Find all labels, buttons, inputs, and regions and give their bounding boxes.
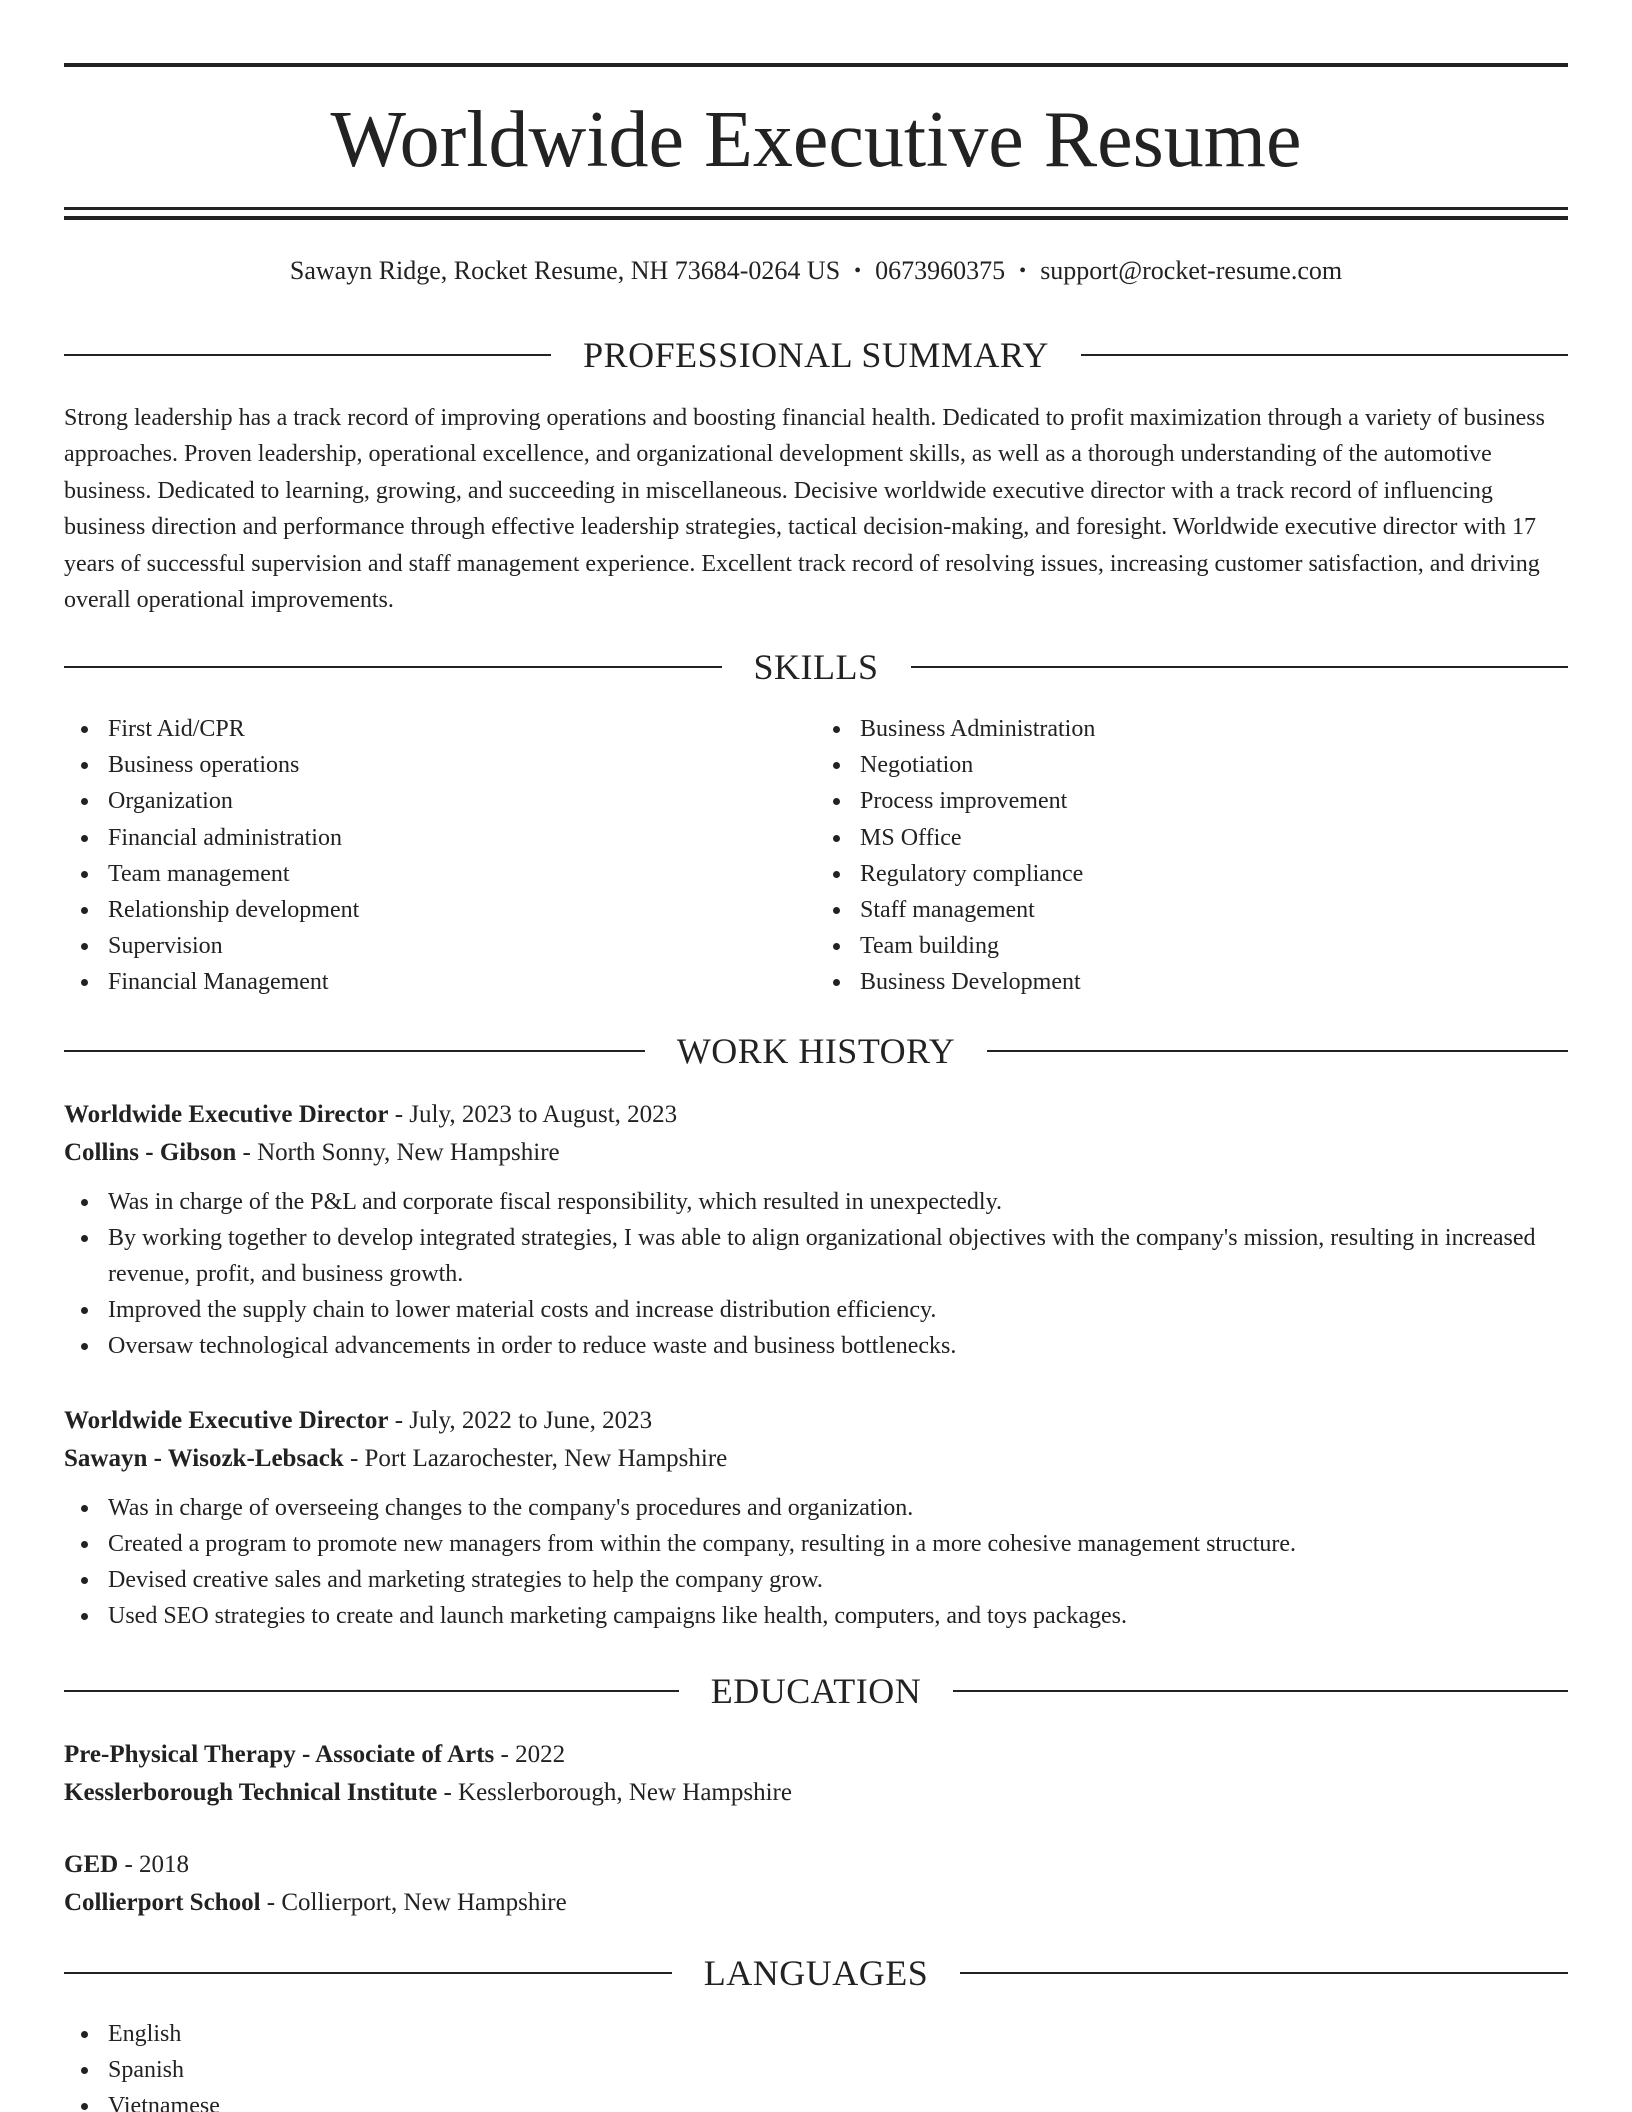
company-line — [64, 1440, 1568, 1478]
degree-year: - 2022 — [494, 1741, 566, 1768]
degree-year: - 2018 — [118, 1851, 190, 1878]
work-entry — [64, 1096, 1568, 1364]
job-title: Worldwide Executive Director — [64, 1407, 389, 1434]
company-location: - Port Lazarochester, New Hampshire — [343, 1445, 728, 1472]
skill-item: Supervision — [64, 928, 816, 964]
duty-item: Created a program to promote new managers from within the company, resulting in a more cohesive management structure. — [64, 1526, 1568, 1562]
heading-rule-left — [64, 1690, 679, 1692]
skill-item: MS Office — [816, 820, 1568, 856]
work-heading — [64, 1029, 1568, 1073]
company-line — [64, 1134, 1568, 1172]
work-entry — [64, 1402, 1568, 1634]
job-dates: - July, 2023 to August, 2023 — [388, 1101, 678, 1128]
job-title-line — [64, 1096, 1568, 1134]
skill-item: Relationship development — [64, 892, 816, 928]
skill-item: Team building — [816, 928, 1568, 964]
heading-rule-right — [953, 1690, 1568, 1692]
education-heading-label: EDUCATION — [710, 1671, 922, 1711]
company-name: Sawayn - Wisozk-Lebsack — [64, 1445, 344, 1472]
degree-line — [64, 1736, 1568, 1774]
degree-name: GED — [64, 1851, 119, 1878]
skills-heading-label: SKILLS — [753, 647, 879, 687]
degree-name: Pre-Physical Therapy - Associate of Arts — [64, 1741, 495, 1768]
heading-rule-left — [64, 1050, 645, 1052]
contact-separator: • — [854, 260, 862, 282]
language-item: Spanish — [64, 2052, 1568, 2088]
languages-heading — [64, 1951, 1568, 1995]
skill-item: Process improvement — [816, 783, 1568, 819]
language-item: English — [64, 2016, 1568, 2052]
job-title-line — [64, 1402, 1568, 1440]
duty-item: Was in charge of the P&L and corporate fiscal responsibility, which resulted in unexpectedly. — [64, 1184, 1568, 1220]
title-rule-lower — [64, 216, 1568, 220]
summary-heading-label: PROFESSIONAL SUMMARY — [583, 335, 1049, 375]
company-location: - North Sonny, New Hampshire — [236, 1139, 560, 1166]
skills-heading — [64, 645, 1568, 689]
school-name: Collierport School — [64, 1889, 261, 1916]
skill-item: Business Administration — [816, 711, 1568, 747]
duty-item: By working together to develop integrated strategies, I was able to align organizational objectives with the company's mission, resulting in increased revenue, profit, and business growth. — [64, 1220, 1568, 1292]
skill-item: Business operations — [64, 747, 816, 783]
contact-phone: 0673960375 — [875, 256, 1006, 285]
skills-column-left — [64, 711, 816, 1001]
heading-rule-right — [1081, 354, 1568, 356]
skill-item: Financial Management — [64, 964, 816, 1000]
summary-heading — [64, 333, 1568, 377]
school-location: - Kesslerborough, New Hampshire — [437, 1779, 792, 1806]
skills-column-right — [816, 711, 1568, 1001]
degree-line — [64, 1846, 1568, 1884]
duty-item: Devised creative sales and marketing strategies to help the company grow. — [64, 1562, 1568, 1598]
duty-item: Used SEO strategies to create and launch marketing campaigns like health, computers, and toys packages. — [64, 1598, 1568, 1634]
languages-heading-label: LANGUAGES — [703, 1953, 929, 1993]
contact-email: support@rocket-resume.com — [1040, 256, 1343, 285]
job-duties — [64, 1184, 1568, 1364]
title-rule-upper — [64, 207, 1568, 210]
job-duties — [64, 1490, 1568, 1634]
language-item: Vietnamese — [64, 2088, 1568, 2112]
heading-rule-left — [64, 354, 551, 356]
languages-list — [64, 2016, 1568, 2112]
skill-item: Regulatory compliance — [816, 856, 1568, 892]
school-line — [64, 1774, 1568, 1812]
job-title: Worldwide Executive Director — [64, 1101, 389, 1128]
school-location: - Collierport, New Hampshire — [260, 1889, 567, 1916]
heading-rule-right — [987, 1050, 1568, 1052]
duty-item: Oversaw technological advancements in order to reduce waste and business bottlenecks. — [64, 1328, 1568, 1364]
skill-item: Team management — [64, 856, 816, 892]
duty-item: Was in charge of overseeing changes to the company's procedures and organization. — [64, 1490, 1568, 1526]
duty-item: Improved the supply chain to lower material costs and increase distribution efficiency. — [64, 1292, 1568, 1328]
heading-rule-right — [960, 1972, 1568, 1974]
work-heading-label: WORK HISTORY — [676, 1031, 956, 1071]
heading-rule-right — [911, 666, 1569, 668]
school-name: Kesslerborough Technical Institute — [64, 1779, 438, 1806]
education-heading — [64, 1669, 1568, 1713]
education-entry — [64, 1736, 1568, 1812]
job-dates: - July, 2022 to June, 2023 — [388, 1407, 653, 1434]
heading-rule-left — [64, 1972, 672, 1974]
skills-list — [64, 711, 1568, 1001]
contact-address: Sawayn Ridge, Rocket Resume, NH 73684-0264 US — [289, 256, 841, 285]
contact-line — [64, 254, 1568, 288]
contact-separator: • — [1019, 260, 1027, 282]
education-entry — [64, 1846, 1568, 1922]
company-name: Collins - Gibson — [64, 1139, 237, 1166]
skill-item: Staff management — [816, 892, 1568, 928]
skill-item: Negotiation — [816, 747, 1568, 783]
skill-item: Organization — [64, 783, 816, 819]
skill-item: Financial administration — [64, 820, 816, 856]
heading-rule-left — [64, 666, 722, 668]
school-line — [64, 1884, 1568, 1922]
top-rule — [64, 63, 1568, 67]
skill-item: First Aid/CPR — [64, 711, 816, 747]
resume-title: Worldwide Executive Resume — [330, 96, 1302, 184]
skill-item: Business Development — [816, 964, 1568, 1000]
summary-text: Strong leadership has a track record of improving operations and boosting financial health. Dedicated to profit maximization through a variety of business approaches. Proven leadership, operational excellence, and organizational development skills, as well as a thorough understanding of the automotive business. Dedicated to learning, growing, and succeeding in miscellaneous. Decisive worldwide executive director with a track record of influencing business direction and performance through effective leadership strategies, tactical decision-making, and foresight. Worldwide executive director with 17 years of successful supervision and staff management experience. Excellent track record of resolving issues, increasing customer satisfaction, and driving overall operational improvements. — [64, 405, 1545, 614]
